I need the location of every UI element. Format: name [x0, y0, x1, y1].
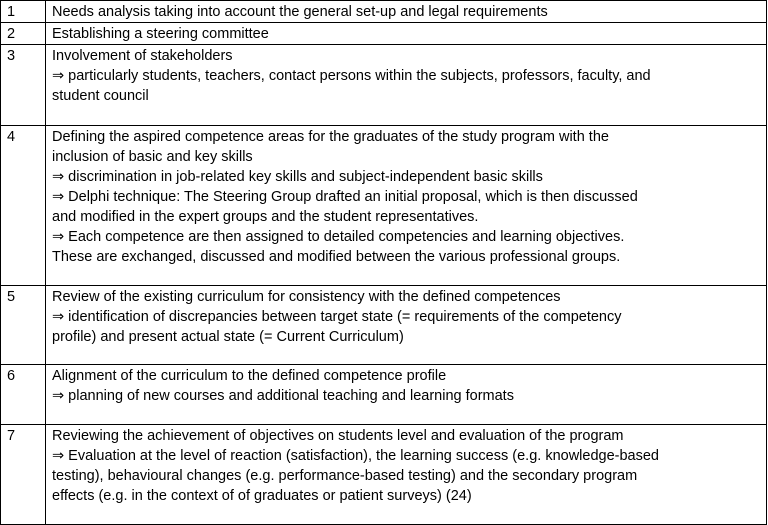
- step-number: 5: [1, 286, 46, 365]
- step-description: [46, 126, 767, 286]
- description-line: ⇒ Each competence are then assigned to detailed competencies and learning objectives.: [52, 229, 625, 245]
- step-number: 2: [1, 23, 46, 45]
- description-line: Needs analysis taking into account the general set-up and legal requirements: [52, 4, 548, 20]
- description-line: effects (e.g. in the context of of graduates or patient surveys) (24): [52, 488, 472, 504]
- step-description: [46, 23, 767, 45]
- description-line: ⇒ identification of discrepancies between target state (= requirements of the competency: [52, 309, 622, 325]
- table-row: [1, 126, 767, 286]
- table-row: [1, 1, 767, 23]
- step-description: [46, 286, 767, 365]
- step-number: 6: [1, 365, 46, 425]
- description-line: Defining the aspired competence areas for the graduates of the study program with the: [52, 129, 609, 145]
- description-line: ⇒ particularly students, teachers, contact persons within the subjects, professors, faculty, and: [52, 68, 651, 84]
- table-row: [1, 365, 767, 425]
- description-line: Reviewing the achievement of objectives on students level and evaluation of the program: [52, 428, 624, 444]
- description-line: student council: [52, 88, 149, 104]
- description-line: Establishing a steering committee: [52, 26, 269, 42]
- description-line: profile) and present actual state (= Current Curriculum): [52, 329, 404, 345]
- description-line: ⇒ Delphi technique: The Steering Group drafted an initial proposal, which is then discussed: [52, 189, 638, 205]
- step-number: 1: [1, 1, 46, 23]
- description-line: testing), behavioural changes (e.g. performance-based testing) and the secondary program: [52, 468, 638, 484]
- table-body: [1, 1, 767, 525]
- step-number: 3: [1, 45, 46, 126]
- description-line: Involvement of stakeholders: [52, 48, 233, 64]
- step-description: [46, 425, 767, 525]
- step-description: [46, 45, 767, 126]
- description-line: and modified in the expert groups and the student representatives.: [52, 209, 479, 225]
- description-line: inclusion of basic and key skills: [52, 149, 253, 165]
- table-row: [1, 425, 767, 525]
- table-row: [1, 286, 767, 365]
- description-line: Alignment of the curriculum to the defined competence profile: [52, 368, 447, 384]
- description-line: ⇒ discrimination in job-related key skills and subject-independent basic skills: [52, 169, 543, 185]
- step-description: [46, 365, 767, 425]
- table-row: [1, 23, 767, 45]
- step-number: 7: [1, 425, 46, 525]
- description-line: ⇒ planning of new courses and additional teaching and learning formats: [52, 388, 514, 404]
- table-row: [1, 45, 767, 126]
- description-line: Review of the existing curriculum for consistency with the defined competences: [52, 289, 561, 305]
- description-line: ⇒ Evaluation at the level of reaction (satisfaction), the learning success (e.g. knowledge-based: [52, 448, 659, 464]
- description-line: These are exchanged, discussed and modified between the various professional groups.: [52, 249, 621, 265]
- step-number: 4: [1, 126, 46, 286]
- step-description: [46, 1, 767, 23]
